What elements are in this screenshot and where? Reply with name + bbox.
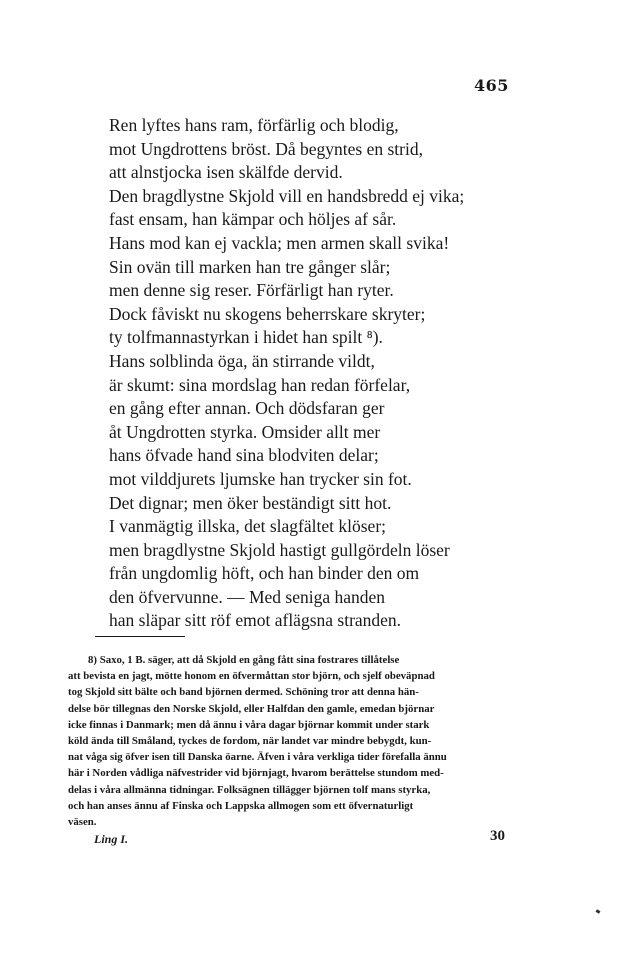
footnote-line: tog Skjold sitt bälte och band björnen dermed. Schöning tror att denna hän- [68,686,419,699]
footnote-line: och han anses ännu af Finska och Lappska allmogen som ett öfvernaturligt [68,799,414,812]
poem-line: är skumt: sina mordslag han redan förfelar, [109,374,411,395]
poem-line: åt Ungdrotten styrka. Omsider allt mer [109,421,381,442]
footnote [68,652,532,830]
poem-line: Hans solblinda öga, än stirrande vildt, [109,350,375,371]
footnote-line: att bevista en jagt, mötte honom en öfvermåttan stor björn, och sjelf obeväpnad [68,670,435,683]
poem-line: Dock fåviskt nu skogens beherrskare skryter; [109,303,426,324]
poem-line: Hans mod kan ej vackla; men armen skall svika! [109,232,450,253]
footnote-line: delas i våra allmänna tidningar. Folksägnen tillägger björnen tolf mans styrka, [68,783,431,796]
ink-speck [596,909,601,914]
poem-line: en gång efter annan. Och dödsfaran ger [109,398,385,419]
page-number: 465 [474,76,509,95]
footnote-line: nat våga sig öfver isen till Danska öarne. Äfven i våra verkliga tider förefalla ännu [68,751,447,764]
poem-line: men denne sig reser. Förfärligt han ryter. [109,280,394,301]
poem-line: hans öfvade hand sina blodviten delar; [109,445,379,466]
poem-line: mot Ungdrottens bröst. Då begyntes en strid, [109,138,423,159]
poem-line: fast ensam, han kämpar och höljes af sår. [109,209,397,230]
poem-line: ty tolfmannastyrkan i hidet han spilt ⁸). [109,327,383,348]
poem-line: mot vilddjurets ljumske han trycker sin fot. [109,468,412,489]
footnote-line: delse bör tillegnas den Norske Skjold, eller Halfdan den gamle, emedan björnar [68,702,435,715]
signature-number: 30 [490,828,505,844]
poem-line: Ren lyftes hans ram, förfärlig och blodig, [109,115,399,135]
poem-line: I vanmägtig illska, det slagfältet klöser; [109,516,387,537]
footnote-line: 8) Saxo, 1 B. säger, att då Skjold en gång fått sina fostrares tillåtelse [88,654,400,666]
poem-line: från ungdomlig höft, och han binder den om [109,563,420,584]
poem-line: Det dignar; men öker beständigt sitt hot. [109,492,392,513]
poem-line: att alnstjocka isen skälfde dervid. [109,162,343,183]
footnote-line: icke finnas i Danmark; men då ännu i våra dagar björnar kommit under stark [68,718,430,731]
poem-line: men bragdlystne Skjold hastigt gullgördeln löser [109,539,450,560]
footnote-line: köld ända till Småland, tyckes de fordom, när landet var mindre bebygdt, kun- [68,735,432,748]
poem-text [109,114,509,633]
poem-line: han släpar sitt röf emot aflägsna stranden. [109,610,402,631]
signature-mark: Ling I. [94,832,129,846]
poem-line: Den bragdlystne Skjold vill en handsbredd ej vika; [109,185,465,206]
footnote-line: här i Norden vådliga näfvestrider vid björnjagt, hvarom berättelse stundom med- [68,767,444,780]
poem-line: Sin ovän till marken han tre gånger slår; [109,256,391,277]
footnote-divider [95,636,185,637]
footnote-line: väsen. [68,816,97,829]
poem-line: den öfvervunne. — Med seniga handen [109,586,386,607]
